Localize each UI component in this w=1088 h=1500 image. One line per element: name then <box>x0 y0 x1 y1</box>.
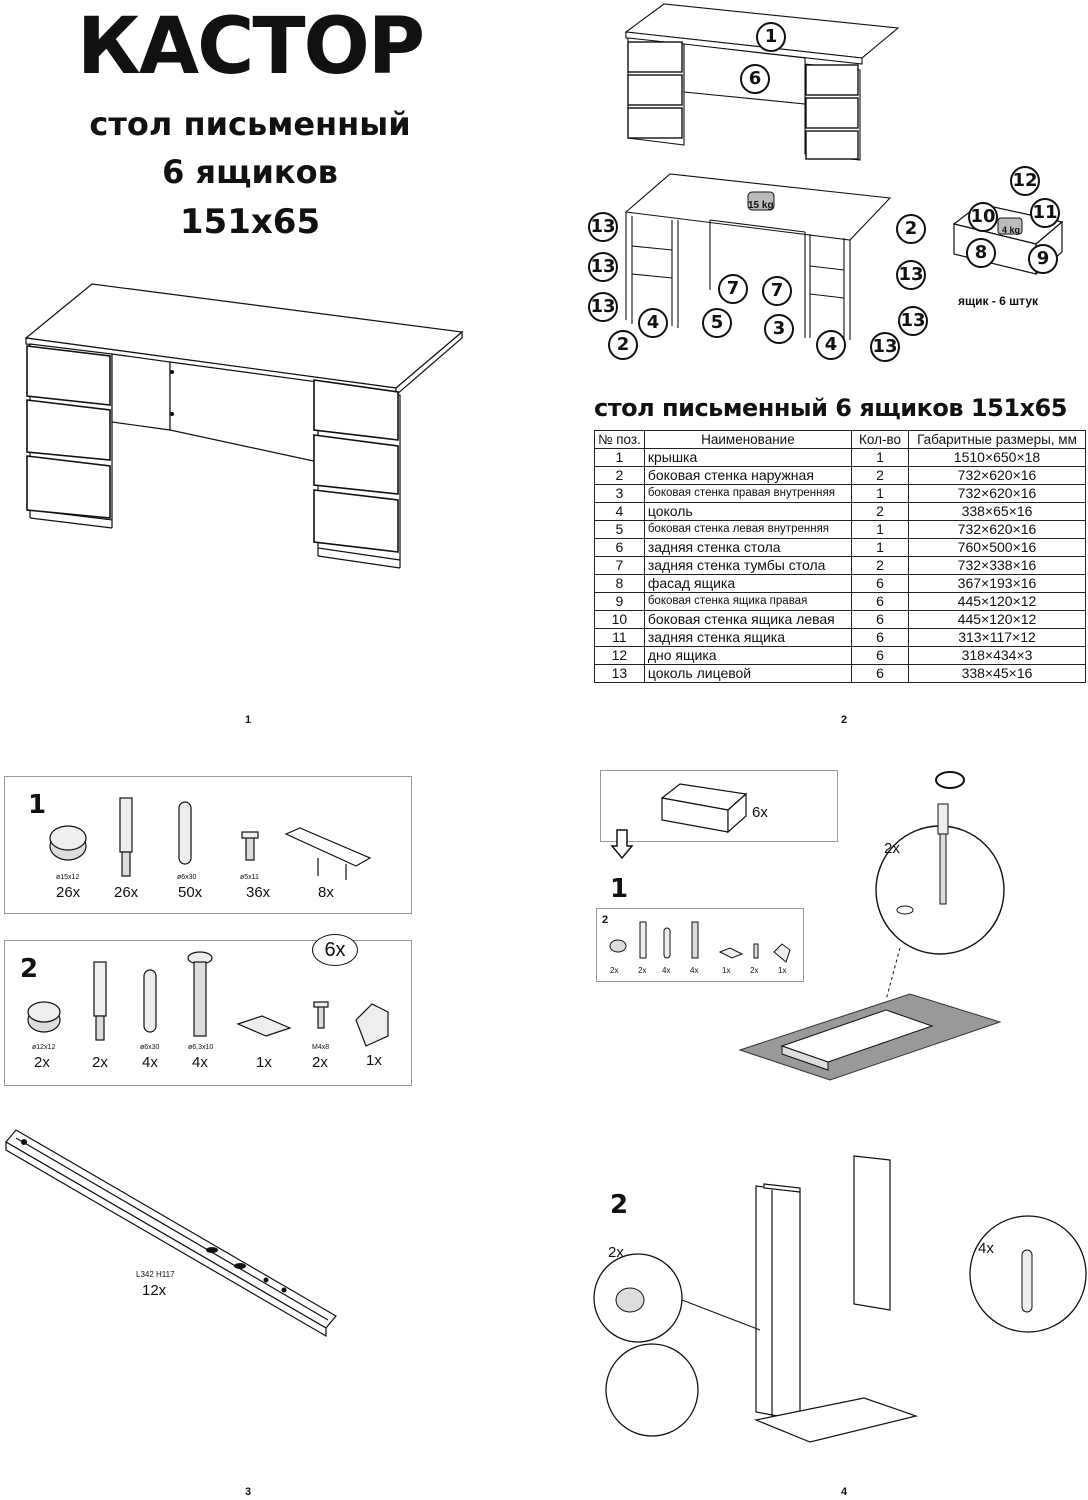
table-row <box>595 557 1086 575</box>
mini-qty: 1x <box>722 966 731 975</box>
cam-qty: 2x <box>608 1244 624 1261</box>
step-2-label: 2 <box>610 1190 629 1220</box>
cell-qty: 2 <box>852 503 909 521</box>
set-2-qty: 2x <box>34 1054 50 1071</box>
cell-name: боковая стенка наружная <box>644 467 851 485</box>
cell-size: 1510×650×18 <box>909 449 1086 467</box>
cell-qty: 2 <box>852 467 909 485</box>
cell-pos: 13 <box>595 665 645 683</box>
cell-pos: 1 <box>595 449 645 467</box>
cell-pos: 6 <box>595 539 645 557</box>
set-2-size: ø6x30 <box>140 1044 160 1051</box>
table-row <box>595 575 1086 593</box>
table-row <box>595 665 1086 683</box>
set-1-qty: 36x <box>246 884 271 901</box>
step-1-label: 1 <box>610 874 629 904</box>
page-number: 2 <box>841 714 848 726</box>
cell-name: боковая стенка ящика правая <box>644 593 851 611</box>
callout-13: 13 <box>588 212 618 242</box>
set-1-qty: 26x <box>56 884 81 901</box>
page-number: 4 <box>841 1486 848 1498</box>
cell-size: 313×117×12 <box>909 629 1086 647</box>
table-row <box>595 611 1086 629</box>
cell-size: 732×620×16 <box>909 485 1086 503</box>
callout-4: 4 <box>638 308 668 338</box>
callout-7: 7 <box>718 274 748 304</box>
cell-size: 318×434×3 <box>909 647 1086 665</box>
product-type: стол письменный <box>89 105 411 143</box>
cell-name: дно ящика <box>644 647 851 665</box>
table-row <box>595 593 1086 611</box>
cell-name: цоколь лицевой <box>644 665 851 683</box>
page-number: 3 <box>245 1486 252 1498</box>
screw-qty: 2x <box>884 840 900 857</box>
cell-name: боковая стенка правая внутренняя <box>644 485 851 503</box>
callout-4: 4 <box>816 330 846 360</box>
arrow-down-icon <box>610 828 634 860</box>
weight-label-drawer: 4 kg <box>1002 225 1021 235</box>
set-2-qty: 2x <box>312 1054 328 1071</box>
set-1-qty: 50x <box>178 884 203 901</box>
cell-qty: 1 <box>852 485 909 503</box>
mini-set-label: 2 <box>602 914 609 926</box>
callout-2: 2 <box>896 214 926 244</box>
cell-pos: 8 <box>595 575 645 593</box>
cell-qty: 1 <box>852 539 909 557</box>
cell-size: 445×120×12 <box>909 611 1086 629</box>
mini-qty: 2x <box>638 966 647 975</box>
cell-size: 338×65×16 <box>909 503 1086 521</box>
cell-pos: 10 <box>595 611 645 629</box>
set-2-size: ø12x12 <box>32 1044 56 1051</box>
col-header-pos: № поз. <box>595 431 645 449</box>
table-row <box>595 503 1086 521</box>
table-title: стол письменный 6 ящиков 151х65 <box>594 394 1067 422</box>
cell-qty: 6 <box>852 593 909 611</box>
cell-qty: 6 <box>852 647 909 665</box>
callout-13: 13 <box>588 252 618 282</box>
cell-name: задняя стенка тумбы стола <box>644 557 851 575</box>
desk-illustration <box>0 0 520 720</box>
table-row <box>595 539 1086 557</box>
cell-size: 732×620×16 <box>909 467 1086 485</box>
callout-10: 10 <box>968 202 998 232</box>
parts-table <box>594 430 1086 683</box>
callout-11: 11 <box>1030 198 1060 228</box>
set-1-size: ø5x11 <box>240 874 259 881</box>
mini-qty: 1x <box>778 966 787 975</box>
cell-name: боковая стенка ящика левая <box>644 611 851 629</box>
callout-8: 8 <box>966 238 996 268</box>
set-1-size: ø15x12 <box>56 874 80 881</box>
callout-13: 13 <box>588 292 618 322</box>
set-2-qty: 1x <box>256 1054 272 1071</box>
table-row <box>595 449 1086 467</box>
callout-3: 3 <box>764 314 794 344</box>
cell-name: задняя стенка ящика <box>644 629 851 647</box>
callout-13: 13 <box>898 306 928 336</box>
cell-pos: 2 <box>595 467 645 485</box>
mini-qty: 4x <box>662 966 671 975</box>
table-row <box>595 467 1086 485</box>
set-2-qty: 1x <box>366 1052 382 1069</box>
mini-qty: 2x <box>610 966 619 975</box>
cell-qty: 6 <box>852 611 909 629</box>
table-row <box>595 647 1086 665</box>
cell-size: 445×120×12 <box>909 593 1086 611</box>
cell-size: 732×338×16 <box>909 557 1086 575</box>
cell-pos: 12 <box>595 647 645 665</box>
table-row <box>595 485 1086 503</box>
hardware-set-2-icons <box>0 940 420 1084</box>
callout-6: 6 <box>740 64 770 94</box>
set-2-multiplier: 6x <box>312 934 358 966</box>
table-header-row <box>595 431 1086 449</box>
set-1-size: ø6x30 <box>177 874 197 881</box>
col-header-qty: Кол-во <box>852 431 909 449</box>
set-1-label: 1 <box>28 790 47 820</box>
screw-detail-illustration <box>700 760 1088 1100</box>
callout-2: 2 <box>608 330 638 360</box>
cell-qty: 1 <box>852 449 909 467</box>
drawer-caption: ящик - 6 штук <box>958 294 1039 308</box>
callout-9: 9 <box>1028 244 1058 274</box>
table-row <box>595 629 1086 647</box>
cell-size: 367×193×16 <box>909 575 1086 593</box>
cell-pos: 4 <box>595 503 645 521</box>
cell-size: 732×620×16 <box>909 521 1086 539</box>
set-1-qty: 26x <box>114 884 139 901</box>
weight-label-top: 15 kg <box>748 200 774 211</box>
cell-qty: 2 <box>852 557 909 575</box>
cell-size: 760×500×16 <box>909 539 1086 557</box>
product-size: 151х65 <box>179 202 321 242</box>
mini-qty: 2x <box>750 966 759 975</box>
cell-pos: 5 <box>595 521 645 539</box>
callout-1: 1 <box>756 22 786 52</box>
table-row <box>595 521 1086 539</box>
side-panel-assembly-illustration <box>590 1150 1088 1450</box>
page-number: 1 <box>245 714 252 726</box>
cell-name: крышка <box>644 449 851 467</box>
cell-qty: 6 <box>852 575 909 593</box>
cell-pos: 9 <box>595 593 645 611</box>
cell-name: фасад ящика <box>644 575 851 593</box>
cell-qty: 6 <box>852 665 909 683</box>
cell-size: 338×45×16 <box>909 665 1086 683</box>
drawer-qty: 6x <box>752 804 768 821</box>
cell-name: боковая стенка левая внутренняя <box>644 521 851 539</box>
desk-assembled-diagram <box>560 0 900 170</box>
callout-5: 5 <box>702 308 732 338</box>
drawer-rail-illustration <box>0 1120 360 1340</box>
callout-12: 12 <box>1010 166 1040 196</box>
col-header-size: Габаритные размеры, мм <box>909 431 1086 449</box>
set-2-size: M4x8 <box>312 1044 330 1051</box>
set-2-qty: 4x <box>142 1054 158 1071</box>
brand-title: КАСТОР <box>76 2 424 92</box>
cell-name: цоколь <box>644 503 851 521</box>
cell-qty: 1 <box>852 521 909 539</box>
dowel-qty: 4x <box>978 1240 994 1257</box>
set-1-qty: 8x <box>318 884 334 901</box>
callout-13: 13 <box>896 260 926 290</box>
mini-qty: 4x <box>690 966 699 975</box>
col-header-name: Наименование <box>644 431 851 449</box>
rail-code: L342 H117 <box>136 1270 175 1279</box>
set-2-label: 2 <box>20 954 39 984</box>
cell-pos: 7 <box>595 557 645 575</box>
cell-qty: 6 <box>852 629 909 647</box>
callout-13: 13 <box>870 332 900 362</box>
set-2-qty: 4x <box>192 1054 208 1071</box>
cell-pos: 11 <box>595 629 645 647</box>
cell-name: задняя стенка стола <box>644 539 851 557</box>
set-2-qty: 2x <box>92 1054 108 1071</box>
rail-qty: 12x <box>142 1282 167 1299</box>
callout-7: 7 <box>762 276 792 306</box>
set-2-size: ø6,3x10 <box>188 1044 214 1051</box>
cell-pos: 3 <box>595 485 645 503</box>
product-drawers: 6 ящиков <box>162 153 338 191</box>
